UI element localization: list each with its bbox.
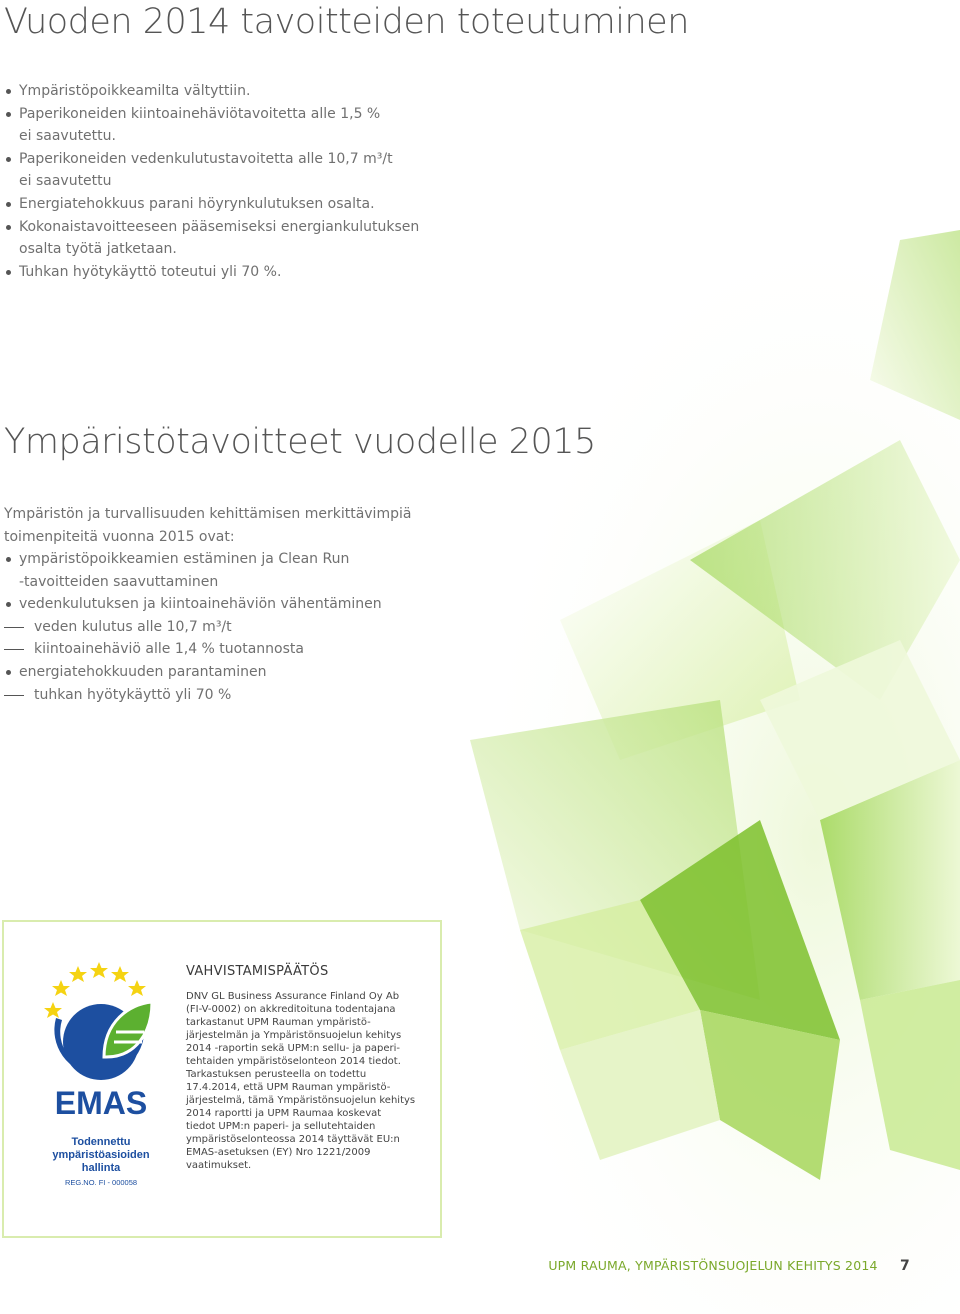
list-item: veden kulutus alle 10,7 m³/t	[4, 616, 424, 639]
footer-publication-title: UPM RAUMA, YMPÄRISTÖNSUOJELUN KEHITYS 2014 7	[548, 1258, 910, 1274]
heading-2014-goals: Vuoden 2014 tavoitteiden toteutuminen	[4, 2, 689, 42]
certificate-text: DNV GL Business Assurance Finland Oy Ab (FI-V-0002) on akkreditoituna todentajana tarkastanut UPM Rauman ympäristö- järjestelmän ja Ympäristönsuojelun kehitys 2014 -raportin sekä UPM:n sellu- ja paperi- tehtaiden ympäristöselonteon 2014 tiedot. Tarkastuksen perusteella on todettu 17.4.2014, että UPM Rauman ympäristö- järjestelmä, tämä Ympäristönsuojelun kehitys 2014 raportti ja UPM Raumaa koskevat tiedot UPM:n paperi- ja sellutehtaiden ympäristöselonteossa 2014 täyttävät EU:n EMAS-asetuksen (EY) Nro 1221/2009 vaatimukset.	[186, 991, 416, 1171]
list-item: vedenkulutuksen ja kiintoainehäviön vähentäminen	[4, 593, 424, 616]
list-item: osalta työtä jatketaan.	[19, 241, 177, 258]
targets-intro: Ympäristön ja turvallisuuden kehittämisen merkittävimpiä toimenpiteitä vuonna 2015 ovat:	[4, 506, 412, 545]
certificate-title: VAHVISTAMISPÄÄTÖS	[186, 964, 329, 979]
targets-2015-list	[4, 548, 424, 706]
page-number: 7	[900, 1258, 910, 1274]
list-item: energiatehokkuuden parantaminen	[4, 661, 424, 684]
verification-card	[2, 920, 442, 1238]
list-item: Paperikoneiden kiintoainehäviötavoitetta alle 1,5 %	[4, 103, 424, 126]
list-item: ei saavutettu.	[19, 128, 116, 145]
list-item: Ympäristöpoikkeamilta vältyttiin.	[4, 80, 424, 103]
list-item: -tavoitteiden saavuttaminen	[19, 573, 219, 590]
svg-text:Todennettu: Todennettu	[71, 1136, 131, 1148]
svg-text:REG.NO. FI - 000058: REG.NO. FI - 000058	[64, 1178, 138, 1187]
list-item: ei saavutettu	[19, 173, 112, 190]
list-item: Tuhkan hyötykäyttö toteutui yli 70 %.	[4, 261, 424, 284]
list-item: tuhkan hyötykäyttö yli 70 %	[4, 684, 424, 707]
list-item: kiintoainehäviö alle 1,4 % tuotannosta	[4, 638, 424, 661]
list-item: Kokonaistavoitteeseen pääsemiseksi energiankulutuksen	[4, 216, 424, 239]
goals-2014-list	[4, 80, 424, 283]
emas-logo	[44, 962, 159, 1202]
list-item: Energiatehokkuus parani höyrynkulutuksen osalta.	[4, 193, 424, 216]
svg-text:hallinta: hallinta	[81, 1162, 121, 1174]
svg-text:ympäristöasioiden: ympäristöasioiden	[52, 1149, 150, 1161]
emas-brand-text: EMAS	[54, 1085, 148, 1121]
list-item: Paperikoneiden vedenkulutustavoitetta alle 10,7 m³/t	[4, 148, 424, 171]
list-item: ympäristöpoikkeamien estäminen ja Clean Run	[4, 548, 424, 571]
heading-2015-targets: Ympäristötavoitteet vuodelle 2015	[4, 422, 596, 462]
